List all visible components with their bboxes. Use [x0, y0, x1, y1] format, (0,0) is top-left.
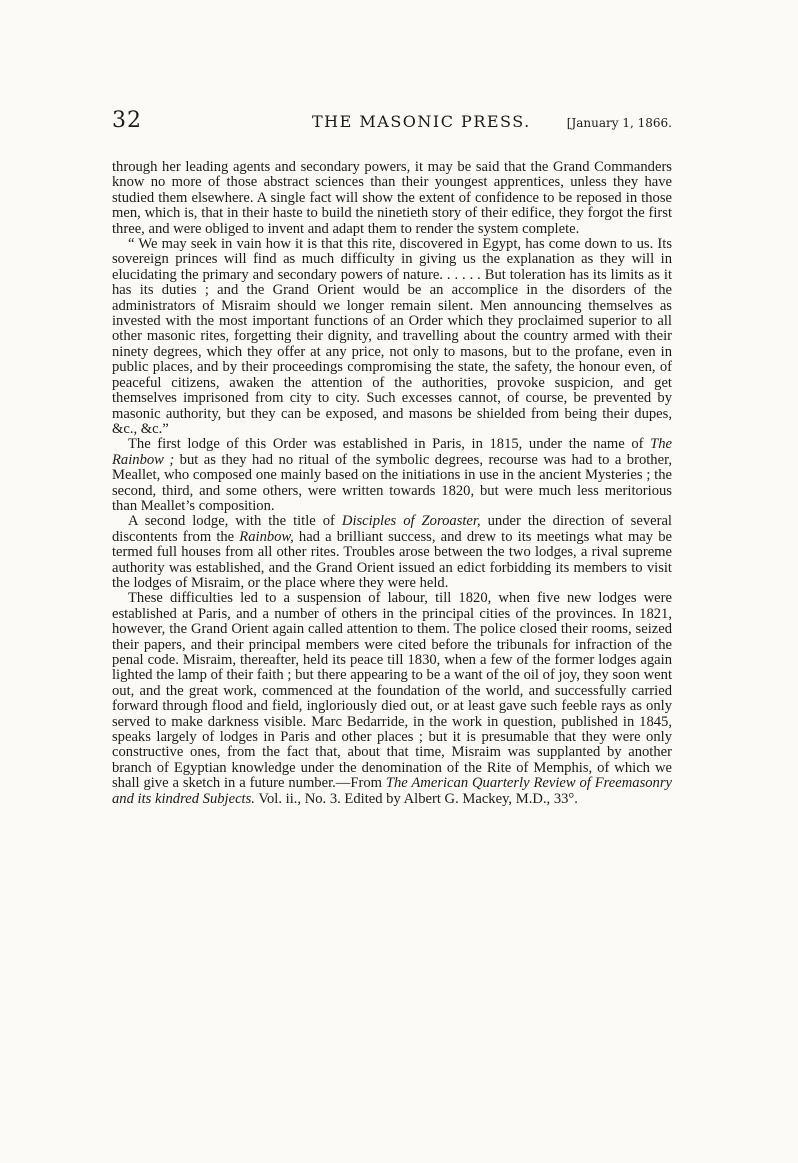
- paragraph-5: [112, 591, 672, 807]
- paragraph-5-text-c: Vol. ii., No. 3. Edited by Albert G. Mackey, M.D., 33°.: [254, 790, 578, 807]
- lodge-name-rainbow: The Rainbow ;: [112, 436, 672, 468]
- paragraph-4-text-e: had a brilliant success, and drew to its meetings what may be termed full houses from all other rites. Troubles arose between the two lodges, a rival supreme authority was established, and the Grand Orient issued an edict forbidding its members to visit the lodges of Misraim, or the place where they were held.: [112, 528, 672, 591]
- lodge-name-rainbow-2: Rainbow,: [239, 528, 294, 545]
- paragraph-4-text-a: A second lodge, with the title of: [128, 513, 342, 530]
- source-citation-title: The American Quarterly Review of Freemasonry and its kindred Subjects.: [112, 775, 672, 807]
- article-body: [112, 160, 672, 807]
- paragraph-3-text-c: but as they had no ritual of the symbolic degrees, recourse was had to a brother, Meallet, who composed one mainly based on the initiations in use in the ancient Mysteries ; the second, third, and some others, were written towards 1820, but were much less meritorious than Meallet’s composition.: [112, 451, 672, 514]
- paragraph-4: [112, 514, 672, 591]
- paragraph-4-text-c: under the direction of several discontents from the: [112, 513, 672, 545]
- paragraph-2: “ We may seek in vain how it is that this rite, discovered in Egypt, has come down to us. Its sovereign princes will find as much difficulty in giving us the explanation as they will in elucidating the primary and secondary powers of nature. . . . . . But toleration has its limits as it has its duties ; and the Grand Orient would be an accomplice in the disorders of the administrators of Misraim should we longer remain silent. Men announcing themselves as invested with the most important functions of an Order which they proclaimed superior to all other masonic rites, forgetting their dignity, and travelling about the country armed with their ninety degrees, which they offer at any price, not only to masons, but to the profane, even in public places, and by their proceedings compromising the state, the safety, the honour even, of peaceful citizens, awaken the attention of the authorities, provoke suspicion, and get themselves imprisoned from city to city. Such excesses cannot, of course, be prevented by masonic authority, but they can be exposed, and masons be shielded from being their dupes, &c., &c.”: [112, 236, 672, 437]
- lodge-name-zoroaster: Disciples of Zoroaster,: [341, 513, 481, 530]
- paragraph-3: [112, 437, 672, 514]
- page-number: 32: [112, 108, 142, 133]
- issue-date: [January 1, 1866.: [566, 116, 672, 130]
- running-title: THE MASONIC PRESS.: [312, 112, 531, 131]
- paragraph-1: through her leading agents and secondary powers, it may be said that the Grand Commanders know no more of those abstract sciences than their youngest apprentices, unless they have studied them elsewhere. A single fact will show the extent of confidence to be reposed in those men, which is, that in their haste to build the ninetieth story of their edifice, they forgot the first three, and were obliged to invent and adapt them to render the system complete.: [112, 159, 672, 237]
- paragraph-5-text-a: These difficulties led to a suspension of labour, till 1820, when five new lodges were established at Paris, and a number of others in the principal cities of the provinces. In 1821, however, the Grand Orient again called attention to them. The police closed their rooms, seized their papers, and their principal members were cited before the tribunals for infraction of the penal code. Misraim, thereafter, held its peace till 1830, when a few of the former lodges again lighted the lamp of their faith ; but there appearing to be a want of the oil of joy, they soon went out, and the great work, commenced at the foundation of the world, and successfully carried forward through flood and field, ingloriously died out, or at least gave such feeble rays as only served to make darkness visible. Marc Bedarride, in the work in question, published in 1845, speaks largely of lodges in Paris and other places ; but it is presumable that they were only constructive ones, from the fact that, about that time, Misraim was supplanted by another branch of Egyptian knowledge under the denomination of the Rite of Memphis, of which we shall give a sketch in a future number.—From: [112, 590, 672, 792]
- paragraph-3-text-a: The first lodge of this Order was established in Paris, in 1815, under the name of: [128, 436, 651, 453]
- page-header: [112, 108, 672, 134]
